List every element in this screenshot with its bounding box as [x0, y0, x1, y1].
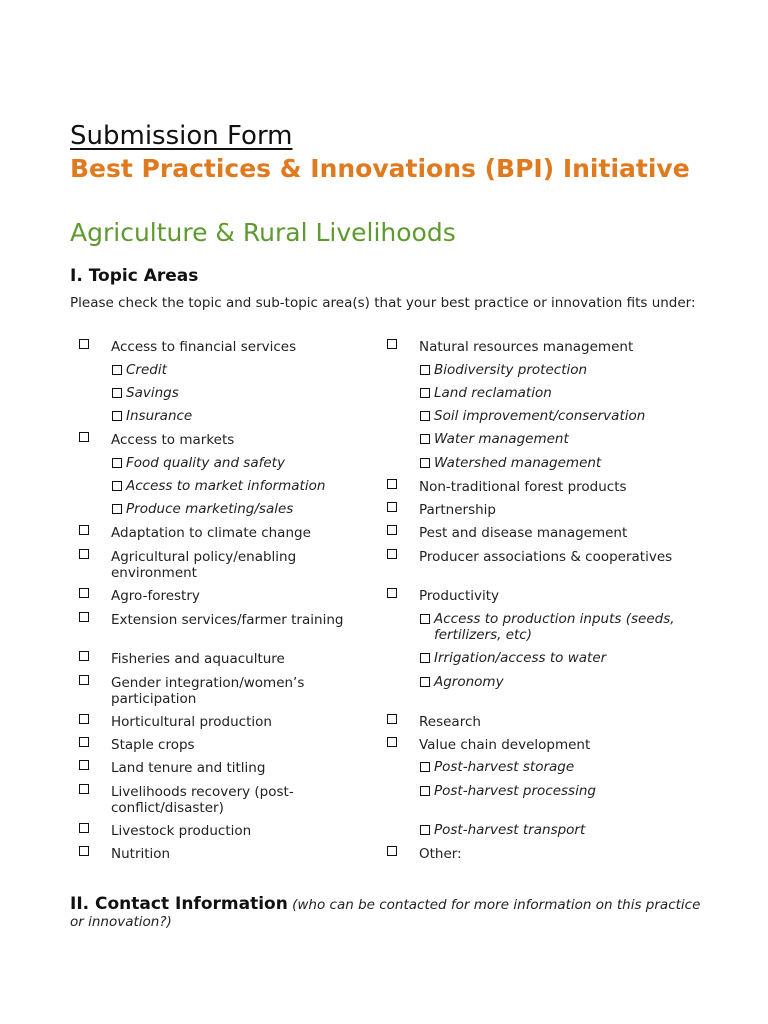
checkbox[interactable]: [112, 388, 122, 398]
subtopic-label: Water management: [434, 431, 569, 447]
topic-label: Pest and disease management: [419, 525, 628, 541]
checkbox[interactable]: [387, 714, 397, 724]
topic-label: Partnership: [419, 502, 496, 518]
checkbox[interactable]: [420, 614, 430, 624]
checkbox[interactable]: [420, 825, 430, 835]
checkbox[interactable]: [420, 677, 430, 687]
checkbox[interactable]: [387, 588, 397, 598]
checkbox[interactable]: [79, 823, 89, 833]
subtopic-label: Post-harvest transport: [434, 822, 586, 838]
checkbox[interactable]: [79, 549, 89, 559]
checkbox[interactable]: [420, 653, 430, 663]
sector-title: Agriculture & Rural Livelihoods: [70, 218, 456, 247]
checkbox[interactable]: [420, 762, 430, 772]
subtopic-label: Insurance: [126, 408, 193, 424]
topic-label: Staple crops: [111, 737, 195, 753]
checkbox[interactable]: [420, 786, 430, 796]
form-title: Submission Form: [70, 121, 293, 151]
checkbox[interactable]: [420, 411, 430, 421]
subtopic-label: Watershed management: [434, 455, 602, 471]
topic-instructions: Please check the topic and sub-topic area(s) that your best practice or innovation fits under:: [70, 295, 696, 311]
checkbox[interactable]: [112, 365, 122, 375]
topic-label: Access to markets: [111, 432, 235, 448]
subtopic-label: Credit: [126, 362, 167, 378]
checkbox[interactable]: [387, 479, 397, 489]
subtopic-label: Post-harvest processing: [434, 783, 596, 799]
topic-label: Value chain development: [419, 737, 591, 753]
initiative-title: Best Practices & Innovations (BPI) Initiative: [70, 154, 690, 183]
checkbox[interactable]: [112, 458, 122, 468]
topic-label: Research: [419, 714, 481, 730]
checkbox[interactable]: [387, 549, 397, 559]
checkbox[interactable]: [79, 760, 89, 770]
checkbox[interactable]: [79, 612, 89, 622]
checkbox[interactable]: [79, 714, 89, 724]
subtopic-label: Post-harvest storage: [434, 759, 575, 775]
checkbox[interactable]: [387, 525, 397, 535]
topic-label: Land tenure and titling: [111, 760, 266, 776]
topic-label: Gender integration/women’s participation: [111, 675, 305, 707]
checkbox[interactable]: [420, 388, 430, 398]
checkbox[interactable]: [79, 432, 89, 442]
topic-label: Adaptation to climate change: [111, 525, 311, 541]
checkbox[interactable]: [79, 588, 89, 598]
checkbox[interactable]: [79, 651, 89, 661]
topic-label: Livestock production: [111, 823, 252, 839]
topic-label: Agro-forestry: [111, 588, 200, 604]
checkbox[interactable]: [112, 481, 122, 491]
topic-label: Nutrition: [111, 846, 171, 862]
topic-label: Livelihoods recovery (post-conflict/disaster): [111, 784, 294, 816]
subtopic-label: Savings: [126, 385, 179, 401]
subtopic-label: Irrigation/access to water: [434, 650, 607, 666]
checkbox[interactable]: [79, 525, 89, 535]
topic-label: Fisheries and aquaculture: [111, 651, 285, 667]
topic-label: Horticultural production: [111, 714, 272, 730]
checkbox[interactable]: [79, 846, 89, 856]
checkbox[interactable]: [79, 737, 89, 747]
topic-label: Extension services/farmer training: [111, 612, 344, 628]
contact-note: (who can be contacted for more information on this practice or innovation?): [70, 897, 701, 930]
topic-label: Agricultural policy/enabling environment: [111, 549, 297, 581]
subtopic-label: Produce marketing/sales: [126, 501, 294, 517]
subtopic-label: Access to production inputs (seeds, fertilizers, etc): [434, 611, 675, 643]
checkbox[interactable]: [420, 434, 430, 444]
checkbox[interactable]: [420, 458, 430, 468]
topic-label: Other:: [419, 846, 462, 862]
checkbox[interactable]: [387, 339, 397, 349]
checkbox[interactable]: [79, 784, 89, 794]
topic-label: Natural resources management: [419, 339, 634, 355]
checkbox[interactable]: [79, 339, 89, 349]
subtopic-production-inputs[interactable]: [420, 611, 700, 645]
contact-information-section: [70, 896, 710, 931]
checkbox[interactable]: [387, 846, 397, 856]
subtopic-label: Land reclamation: [434, 385, 552, 401]
section-topic-areas-heading: I. Topic Areas: [70, 266, 199, 286]
checkbox[interactable]: [387, 502, 397, 512]
checkbox[interactable]: [112, 504, 122, 514]
topic-label: Producer associations & cooperatives: [419, 549, 673, 565]
subtopic-label: Agronomy: [434, 674, 504, 690]
section-contact-heading: II. Contact Information: [70, 894, 288, 914]
subtopic-label: Access to market information: [126, 478, 326, 494]
checkbox[interactable]: [79, 675, 89, 685]
checkbox[interactable]: [387, 737, 397, 747]
subtopic-label: Biodiversity protection: [434, 362, 588, 378]
topic-label: Access to financial services: [111, 339, 297, 355]
checkbox[interactable]: [112, 411, 122, 421]
topic-label: Productivity: [419, 588, 500, 604]
subtopic-label: Food quality and safety: [126, 455, 285, 471]
checkbox[interactable]: [420, 365, 430, 375]
subtopic-label: Soil improvement/conservation: [434, 408, 646, 424]
topic-label: Non-traditional forest products: [419, 479, 627, 495]
